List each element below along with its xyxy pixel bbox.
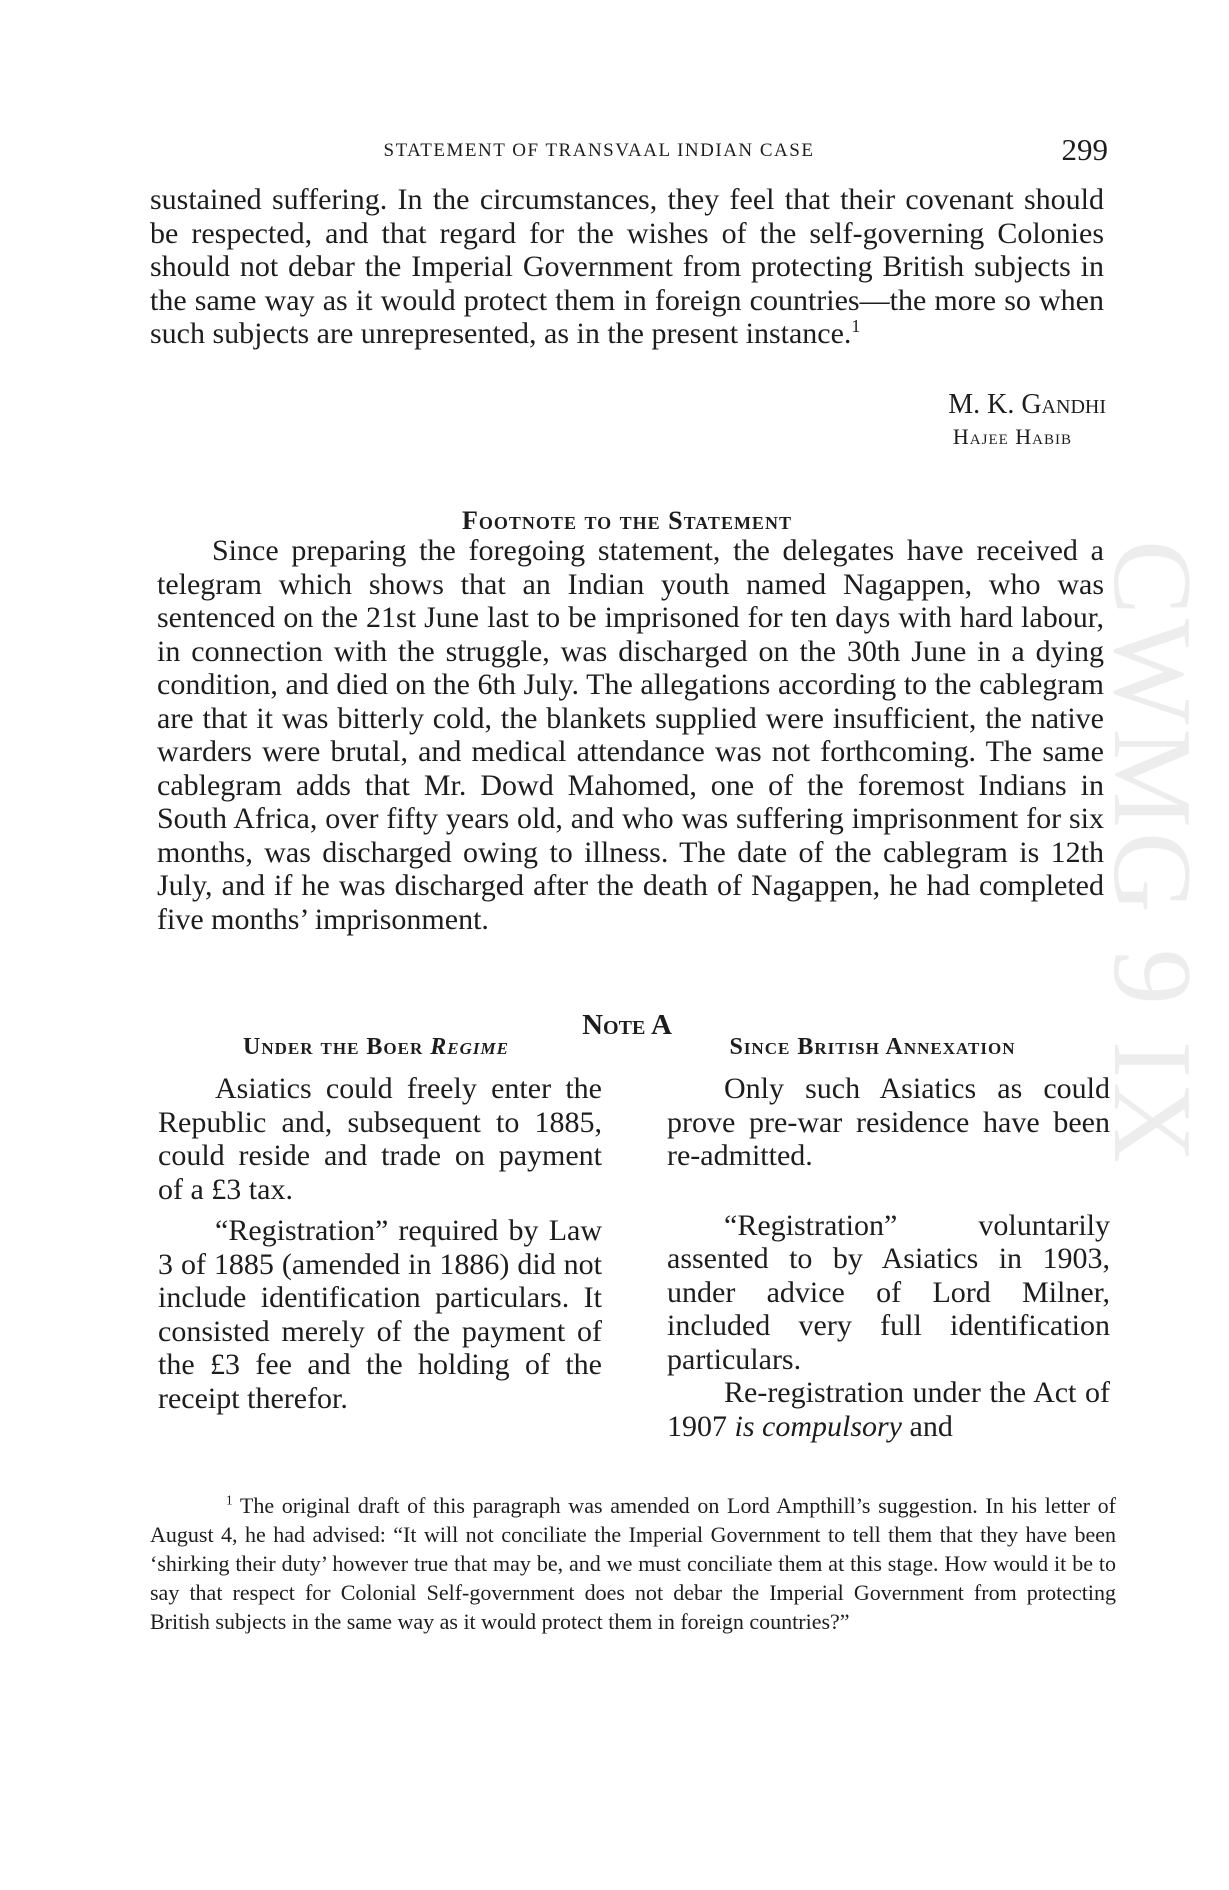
boer-regime-heading <box>158 1030 602 1064</box>
reregistration-text-end: and <box>902 1409 953 1443</box>
british-annexation-paragraph-entry: Only such Asiatics as could prove pre-war residence have been re-admitted. <box>667 1072 1110 1172</box>
footnote-text: The original draft of this paragraph was amended on Lord Ampthill’s suggestion. In his letter of August 4, he had advised: “It will not conciliate the Imperial Government to tell them that they have been ‘shirking their duty’ however true that may be, and we must conciliate them at this stage. How would it be to say that respect for Colonial Self-government does not debar the Imperial Government from protecting British subjects in the same way as it would protect them in foreign countries?” <box>150 1493 1116 1634</box>
boer-regime-paragraph-entry: Asiatics could freely enter the Republic and, subsequent to 1885, could reside and trade on payment of a £3 tax. <box>158 1072 602 1206</box>
british-annexation-heading: Since British Annexation <box>729 1034 1016 1060</box>
reregistration-italic-text: is compulsory <box>734 1409 902 1443</box>
boer-regime-heading-italic: Regime <box>430 1034 509 1060</box>
page-header <box>150 132 1108 168</box>
watermark: CWMG 9 IX <box>1090 540 1214 1168</box>
british-annexation-paragraph-registration: “Registration” voluntarily assented to by Asiatics in 1903, under advice of Lord Milner, included very full identification particulars. <box>667 1208 1110 1376</box>
opening-paragraph-text: sustained suffering. In the circumstances, they feel that their covenant should be respected, and that regard for the wishes of the self-governing Colonies should not debar the Imperial Government from protecting British subjects in the same way as it would protect them in foreign countries—the more so when such subjects are unrepresented, as in the present instance. <box>150 183 1104 350</box>
boer-regime-heading-text: Under the Boer <box>243 1034 431 1060</box>
opening-paragraph <box>150 183 1104 351</box>
footnote-statement-paragraph: Since preparing the foregoing statement, the delegates have received a telegram which shows that an Indian youth named Nagappen, who was sentenced on the 21st June last to be imprisoned for ten days with hard labour, in connection with the struggle, was discharged on the 30th June in a dying condition, and died on the 6th July. The allegations according to the cablegram are that it was bitterly cold, the blankets supplied were insufficient, the native warders were brutal, and medical attendance was not forthcoming. The same cablegram adds that Mr. Dowd Mahomed, one of the foremost Indians in South Africa, over fifty years old, and who was suffering imprisonment for six months, was discharged owing to illness. The date of the cablegram is 12th July, and if he was discharged after the death of Nagappen, he had completed five months’ imprisonment. <box>157 534 1104 936</box>
note-a-left-column <box>158 1030 602 1415</box>
note-a-heading: Note A <box>582 1009 672 1042</box>
opening-paragraph-section <box>150 183 1104 351</box>
page-footnotes <box>150 1491 1116 1636</box>
footnote-statement-heading: Footnote to the Statement <box>462 505 792 535</box>
footnote-reference: 1 <box>851 316 861 336</box>
footnote-statement-section <box>157 534 1104 936</box>
boer-regime-paragraph-registration: “Registration” required by Law 3 of 1885 (amended in 1886) did not include identification particulars. It consisted merely of the payment of the £3 fee and the holding of the receipt therefor. <box>158 1214 602 1415</box>
signature-block <box>806 388 1106 452</box>
running-head: STATEMENT OF TRANSVAAL INDIAN CASE <box>383 140 815 161</box>
footnote-marker: 1 <box>226 1492 233 1508</box>
signature-gandhi: M. K. Gandhi <box>948 389 1106 420</box>
british-annexation-paragraph-reregistration <box>667 1376 1110 1443</box>
signature-habib: Hajee Habib <box>952 424 1072 449</box>
page-number: 299 <box>1061 132 1108 167</box>
note-a-right-column <box>667 1030 1110 1443</box>
reregistration-text-start: Re-registration under the Act of 1907 <box>667 1376 1110 1443</box>
footnote-item <box>150 1491 1116 1636</box>
